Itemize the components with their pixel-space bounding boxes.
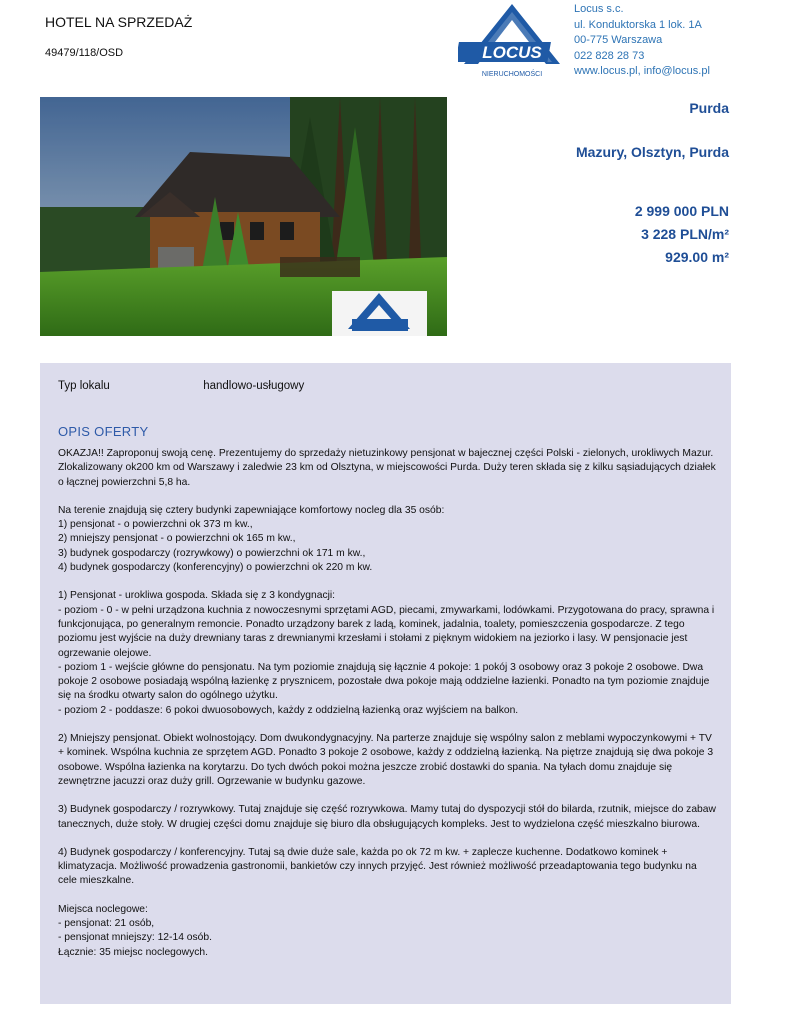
location-city: Purda (689, 100, 729, 116)
company-name: Locus s.c. (574, 3, 624, 15)
logo-subtext: NIERUCHOMOŚCI (481, 71, 543, 78)
description-text (58, 447, 718, 960)
pricing-block (635, 200, 729, 269)
listing-title: HOTEL NA SPRZEDAŻ (45, 14, 193, 30)
property-type-value: handlowo-usługowy (203, 380, 305, 392)
description-paragraph: 2) Mniejszy pensjonat. Obiekt wolnostojący. Dom dwukondygnacyjny. Na parterze znajduje się wspólny salon z meblami wypoczynkowymi + TV + kominek. Wspólna kuchnia ze sprzętem AGD. Ponadto 3 pokoje 2 osobowe, każdy z oddzielną łazienką. Na piętrze znajdują się dwa pokoje 3 osobowe. Wspólna łazienka na korytarzu. Do tych dwóch pokoi można jeszcze zrobić dostawki do spania. Na tyłach domu znajduje się zewnętrzne jacuzzi oraz duży grill. Ogrzewanie w budynku gazowe. (58, 733, 714, 787)
price-total: 2 999 000 PLN (634, 203, 729, 219)
details-panel (40, 363, 731, 1004)
company-street: ul. Konduktorska 1 lok. 1A (574, 18, 702, 31)
listing-reference: 49479/118/OSD (45, 47, 124, 59)
description-paragraph: OKAZJA!! Zaproponuj swoją cenę. Prezentujemy do sprzedaży nietuzinkowy pensjonat w bajecznej części Polski - zielonych, urokliwych Mazur. Zlokalizowany ok200 km od Warszawy i zaledwie 23 km od Olsztyna, w miejscowości Purda. Duży teren składa się z kilku sąsiadujących działek o łącznej powierzchni 5,8 ha. (58, 448, 716, 488)
description-heading: OPIS OFERTY (58, 424, 149, 439)
company-phone[interactable]: 022 828 28 73 (574, 49, 645, 62)
company-city: 00-775 Warszawa (574, 34, 663, 46)
property-type-label: Typ lokalu (58, 380, 110, 392)
locus-logo (458, 2, 566, 80)
logo-text: LOCUS (482, 43, 542, 62)
property-type-row (58, 380, 304, 392)
description-paragraph: 1) Pensjonat - urokliwa gospoda. Składa się z 3 kondygnacji: - poziom - 0 - w pełni urządzona kuchnia z nowoczesnymi sprzętami AGD, piecami, zmywarkami, lodówkami. Przygotowana do pracy, sprawna i funkcjonująca, po generalnym remoncie. Ponadto urządzony barek z ladą, kominek, jadalnia, toalety, pomieszczenia gospodarcze. Z tego poziomu jest wyjście na duży drewniany taras z drewnianymi krzesłami i stołami z pięknym widokiem na jeziorko i lasy. W pensjonacie jest ogrzewanie olejowe. - poziom 1 - wejście główne do pensjonatu. Na tym poziomie znajdują się łącznie 4 pokoje: 1 pokój 3 osobowy oraz 3 pokoje 2 osobowe. Dwa pokoje 2 osobowe posiadają wspólną łazienkę z prysznicem, pozostałe dwa pokoje mają oddzielne łazienki. Ponadto na tym poziomie znajduje się na środku otwarty salon do ogólnego użytku. - poziom 2 - poddasze: 6 pokoi dwuosobowych, każdy z oddzielną łazienką oraz wyjściem na balkon. (58, 590, 715, 716)
contact-info (574, 2, 710, 80)
description-paragraph: 3) Budynek gospodarczy / rozrywkowy. Tutaj znajduje się część rozrywkowa. Mamy tutaj do dyspozycji stół do bilarda, rzutnik, miejsce do zabaw tanecznych, duże stoły. W drugiej części domu znajduje się biuro dla obsługujących kompleks. Jest to wydzielona część mieszkalno biurowa. (58, 804, 716, 830)
company-web-email[interactable]: www.locus.pl, info@locus.pl (574, 65, 710, 77)
area: 929.00 m² (665, 249, 729, 265)
property-photo (40, 97, 447, 336)
price-per-m2: 3 228 PLN/m² (641, 226, 729, 242)
location-region: Mazury, Olsztyn, Purda (576, 144, 729, 160)
description-paragraph: Na terenie znajdują się cztery budynki zapewniające komfortowy nocleg dla 35 osób: 1) pensjonat - o powierzchni ok 373 m kw., 2) mniejszy pensjonat - o powierzchni ok 165 m kw., 3) budynek gospodarczy (rozrywkowy) o powierzchni ok 171 m kw., 4) budynek gospodarczy (konferencyjny) o powierzchni ok 220 m kw. (58, 504, 445, 574)
description-paragraph: 4) Budynek gospodarczy / konferencyjny. Tutaj są dwie duże sale, każda po ok 72 m kw. + zaplecze kuchenne. Dodatkowo kominek + klimatyzacja. Możliwość prowadzenia gastronomii, bankietów czy innych przyjęć. Jest również możliwość przeadaptowania tego budynku na cele mieszkalne. (58, 846, 697, 887)
description-paragraph: Miejsca noclegowe: - pensjonat: 21 osób, - pensjonat mniejszy: 12-14 osób. Łącznie: 35 miejsc noclegowych. (58, 903, 212, 958)
